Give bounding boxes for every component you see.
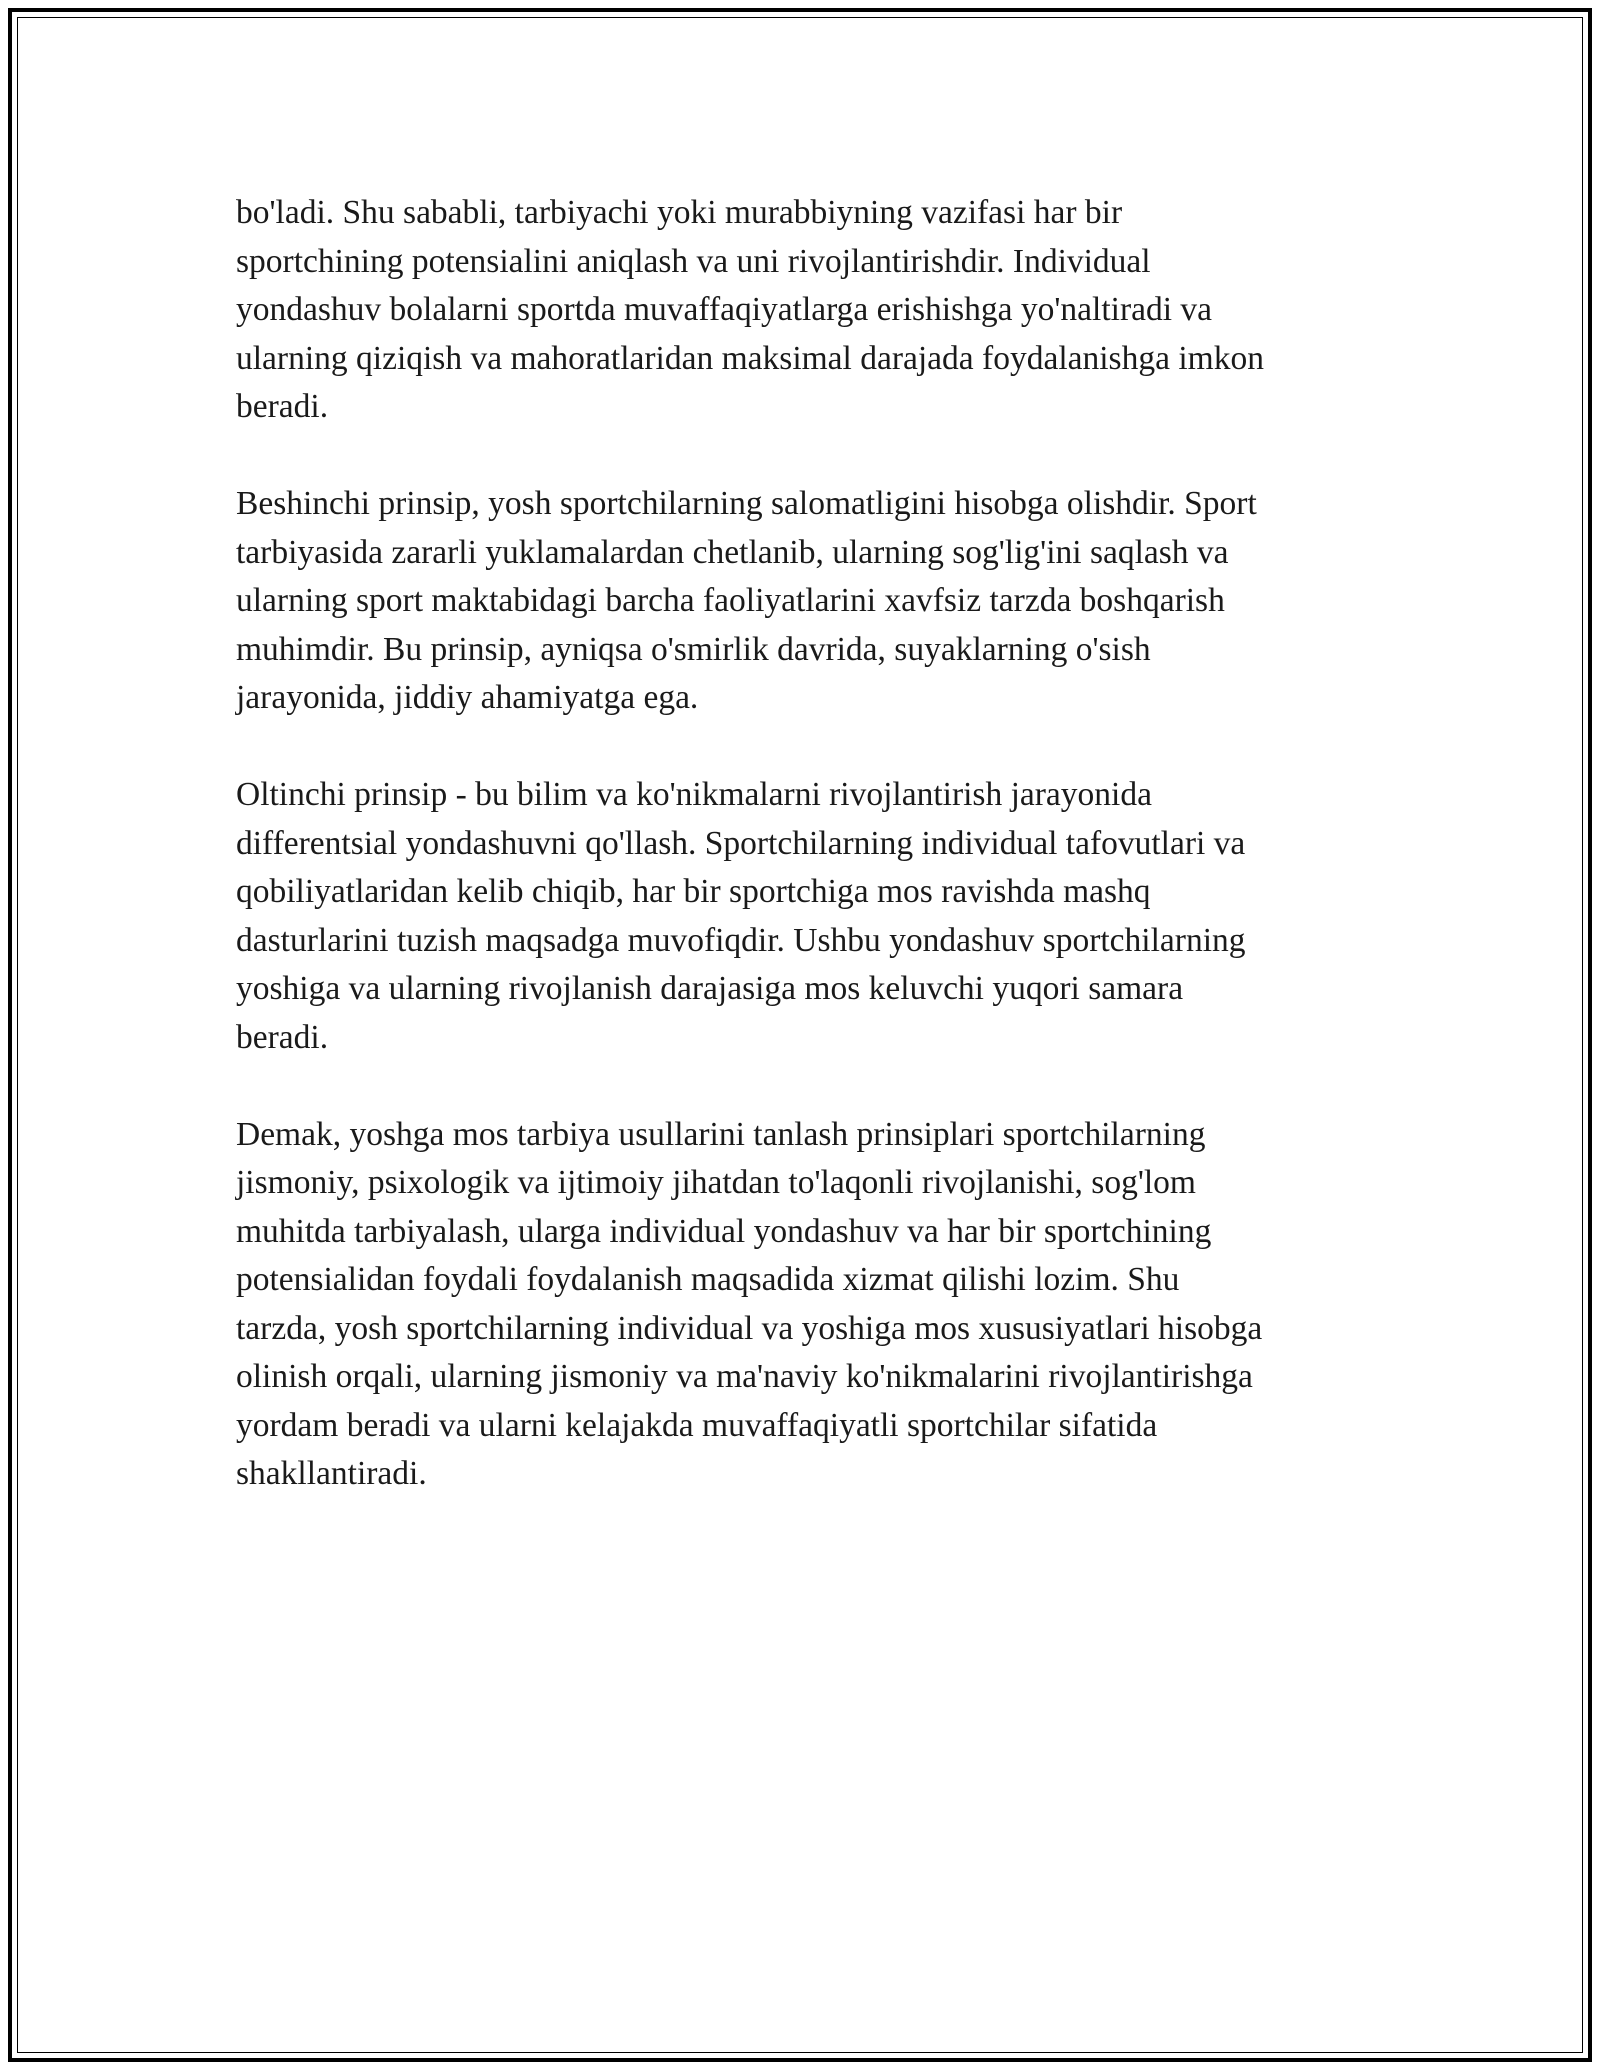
text-line: muhimdir. Bu prinsip, ayniqsa o'smirlik davrida, suyaklarning o'sish bbox=[236, 630, 1151, 668]
text-line: Beshinchi prinsip, yosh sportchilarning salomatligini hisobga olishdir. Sport bbox=[236, 485, 1257, 522]
text-line: yordam beradi va ularni kelajakda muvaffaqiyatli sportchilar sifatida bbox=[236, 1406, 1158, 1444]
text-line: bo'ladi. Shu sababli, tarbiyachi yoki murabbiyning vazifasi har bir bbox=[236, 194, 1123, 231]
text-line: jarayonida, jiddiy ahamiyatga ega. bbox=[236, 679, 699, 716]
text-line: ularning sport maktabidagi barcha faoliyatlarini xavfsiz tarzda boshqarish bbox=[236, 582, 1225, 619]
text-line: Demak, yoshga mos tarbiya usullarini tanlash prinsiplari sportchilarning bbox=[236, 1115, 1206, 1153]
text-line: beradi. bbox=[236, 1018, 329, 1056]
text-line: sportchining potensialini aniqlash va uni rivojlantirishdir. Individual bbox=[236, 242, 1151, 280]
text-line: qobiliyatlaridan kelib chiqib, har bir sportchiga mos ravishda mashq bbox=[236, 873, 1151, 910]
text-line: yoshiga va ularning rivojlanish darajasiga mos keluvchi yuqori samara bbox=[236, 970, 1184, 1007]
text-line: Oltinchi prinsip - bu bilim va ko'nikmalarni rivojlantirish jarayonida bbox=[236, 776, 1152, 813]
paragraph-1 bbox=[236, 189, 1386, 432]
text-line: beradi. bbox=[236, 388, 329, 425]
document-body bbox=[236, 189, 1386, 1547]
text-line: tarzda, yosh sportchilarning individual va yoshiga mos xususiyatlari hisobga bbox=[236, 1309, 1263, 1347]
text-line: shakllantiradi. bbox=[236, 1455, 427, 1492]
text-line: muhitda tarbiyalash, ularga individual yondashuv va har bir sportchining bbox=[236, 1212, 1212, 1250]
paragraph-2 bbox=[236, 480, 1386, 723]
text-line: dasturlarini tuzish maqsadga muvofiqdir. Ushbu yondashuv sportchilarning bbox=[236, 921, 1246, 959]
paragraph-3 bbox=[236, 771, 1386, 1062]
text-line: differentsial yondashuvni qo'llash. Sportchilarning individual tafovutlari va bbox=[236, 824, 1246, 862]
text-line: ularning qiziqish va mahoratlaridan maksimal darajada foydalanishga imkon bbox=[236, 339, 1264, 377]
text-line: olinish orqali, ularning jismoniy va ma'naviy ko'nikmalarini rivojlantirishga bbox=[236, 1358, 1253, 1395]
paragraph-4 bbox=[236, 1111, 1386, 1499]
text-line: tarbiyasida zararli yuklamalardan chetlanib, ularning sog'lig'ini saqlash va bbox=[236, 533, 1229, 571]
text-line: yondashuv bolalarni sportda muvaffaqiyatlarga erishishga yo'naltiradi va bbox=[236, 291, 1213, 328]
text-line: potensialidan foydali foydalanish maqsadida xizmat qilishi lozim. Shu bbox=[236, 1261, 1180, 1298]
text-line: jismoniy, psixologik va ijtimoiy jihatdan to'laqonli rivojlanishi, sog'lom bbox=[236, 1164, 1196, 1201]
